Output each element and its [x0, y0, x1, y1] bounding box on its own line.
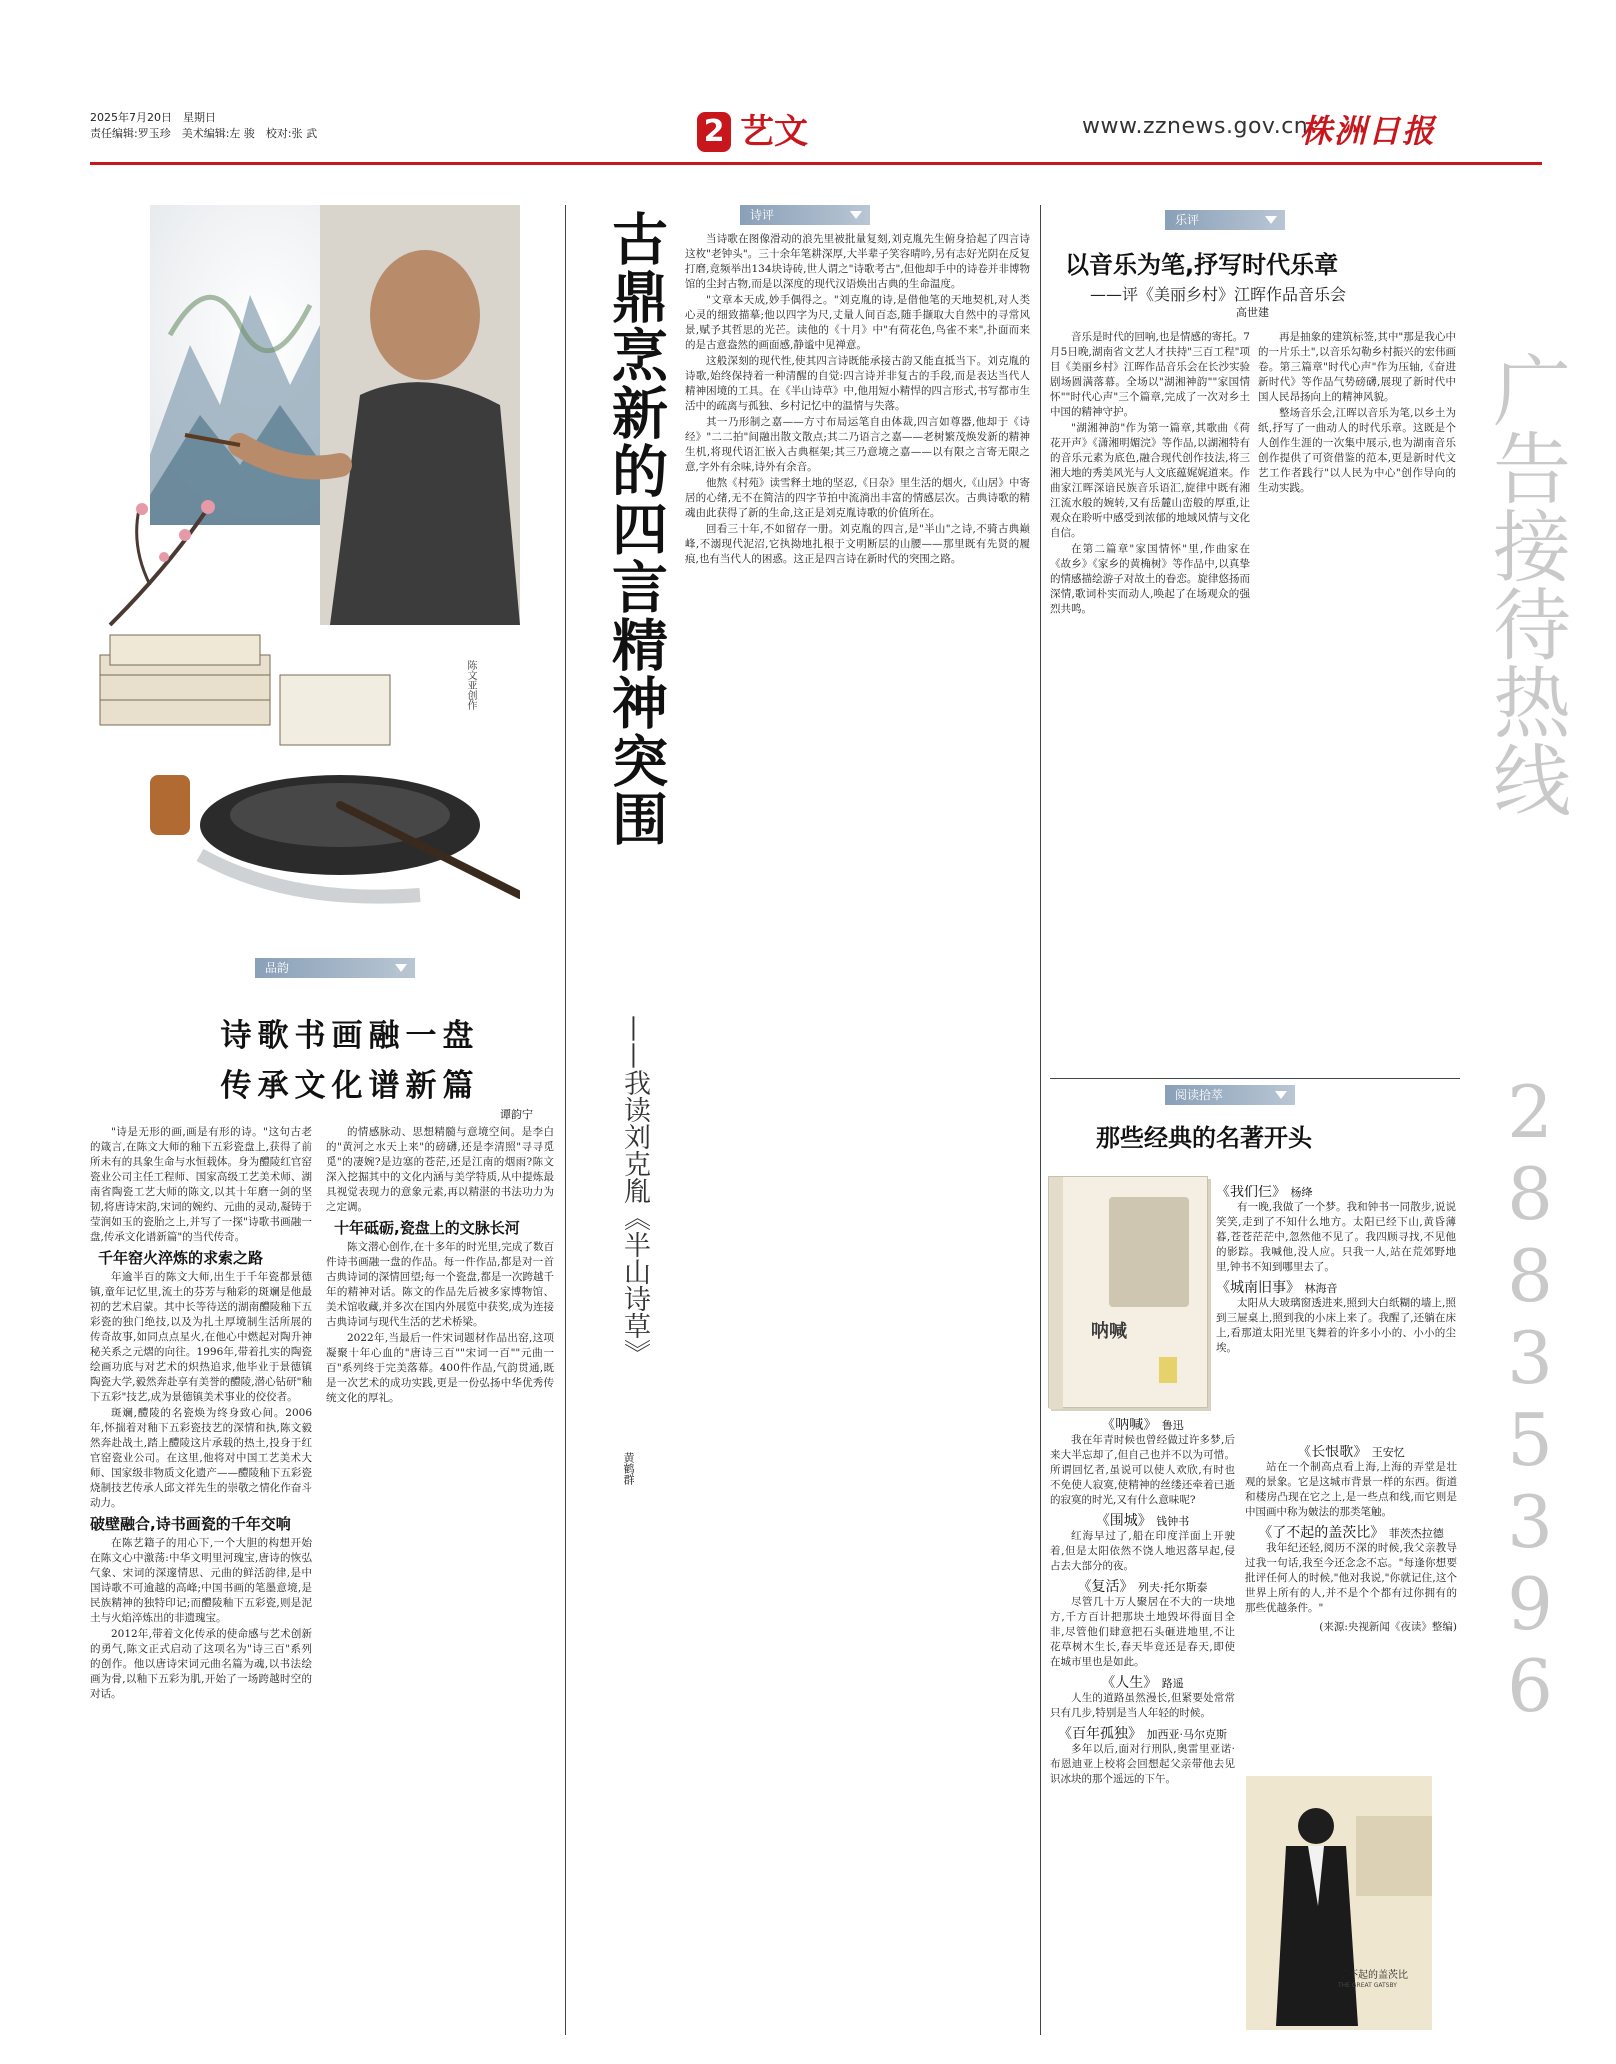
article-paragraph: "文章本天成,妙手偶得之。"刘克胤的诗,是借他笔的天地契机,对人类心灵的细致描摹;他以四字为尺,丈量人间百态,随手撷取大自然中的寻常风景,赋予其哲思的光芒。读他的《十月》中"有荷花色,鸟雀不来",扑面而来的是古意盎然的画面感,静谧中见禅意。	[685, 294, 1030, 351]
painting-illustration	[90, 205, 520, 925]
gatsby-figure-image	[1246, 1776, 1432, 2030]
chevron-down-icon	[1265, 216, 1277, 224]
article-paragraph: 这般深刻的现代性,使其四言诗既能承接古韵又能直抵当下。刘克胤的诗歌,始终保持着一种清醒的自觉:四言诗并非复古的手段,而是表达当代人精神困境的工具。在《半山诗草》中,他用短小精悍的四言形式,书写都市生活中的疏离与孤独、乡村记忆中的温情与失落。	[685, 355, 1030, 412]
tag-label: 诗评	[750, 208, 775, 222]
article-paragraph: 在第二篇章"家国情怀"里,作曲家在《故乡》《家乡的黄桷树》等作品中,以真挚的情感描绘游子对故土的眷恋。旋律悠扬而深情,歌词朴实而动人,唤起了在场观众的强烈共鸣。	[1050, 543, 1250, 615]
book-entry-text: 我年纪还轻,阅历不深的时候,我父亲教导过我一句话,我至今还念念不忘。"每逢你想要批评任何人的时候,"他对我说,"你就记住,这个世界上所有的人,并不是个个都有过你拥有的那些优越条件。"	[1245, 1542, 1457, 1614]
article-author: 黄鹤群	[622, 1452, 635, 1485]
header-info	[90, 110, 317, 142]
chevron-down-icon	[850, 211, 862, 219]
article-paragraph: "诗是无形的画,画是有形的诗。"这句古老的箴言,在陈文大师的釉下五彩瓷盘上,获得了前所未有的具象生命与水恒载体。身为醴陵红官窑瓷业公司主任工程师、国家高级工艺美术师、湖南省陶瓷工艺大师的陈文,以其十年磨一剑的坚韧,将唐诗宋韵,宋词的婉约、元曲的灵动,凝铸于莹润如玉的瓷胎之上,并写了一探"诗歌书画融一盘,传承文化谱新篇"的当代传奇。	[90, 1126, 312, 1243]
article-title-line1: 诗歌书画融一盘	[220, 1018, 480, 1054]
tag-label: 阅读拾萃	[1175, 1088, 1224, 1102]
column-divider	[1040, 205, 1041, 2035]
article-paragraph: "湖湘神韵"作为第一篇章,其歌曲《荷花开声》《潇湘明媚浣》等作品,以湖湘特有的音乐元素为底色,融合现代创作技法,将三湘大地的秀美风光与人文底蕴娓娓道来。作曲家江晖深谙民族音乐语汇,旋律中既有湘江流水般的婉转,又有岳麓山峦般的厚重,让观众在聆听中感受到浓郁的地域风情与文化自信。	[1050, 422, 1250, 539]
tag-yueping	[1165, 210, 1285, 230]
article-paragraph: 年逾半百的陈文大师,出生于千年瓷都景德镇,童年记忆里,流土的芬芳与釉彩的斑斓是他最初的艺术启蒙。其中长等待送的湖南醴陵釉下五彩瓷的独门绝技,以及为扎土厚境制生活所展的传奇故事,如同点点星火,在他心中燃起对陶升神秘关系之元熠的向往。1996年,带着扎实的陶瓷绘画功底与对艺术的炽热追求,他毕业于景德镇陶瓷大学,毅然奔赴享有美誉的醴陵,潜心钻研"釉下五彩"技艺,成为景德镇美术事业的佼佼者。	[90, 1271, 312, 1403]
book-entry-text: 有一晚,我做了一个梦。我和钟书一同散步,说说笑笑,走到了不知什么地方。太阳已经下山,黄昏薄暮,苍苍茫茫中,忽然他不见了。我四顾寻找,不见他的影踪。我喊他,没人应。只我一人,站在荒郊野地里,钟书不知到哪里去了。	[1216, 1201, 1456, 1273]
article-column-mid	[685, 232, 1030, 2032]
book-cover-title: 了不起的盖茨比	[1338, 1970, 1408, 1981]
book-entry-title: 《长恨歌》 王安忆	[1297, 1445, 1405, 1460]
tag-reading	[1165, 1085, 1295, 1105]
section-title: 艺文	[740, 112, 808, 152]
article-subheading: 千年窑火淬炼的求索之路	[98, 1249, 264, 1267]
article-paragraph: 陈文潜心创作,在十多年的时光里,完成了数百件诗书画融一盘的作品。每一件作品,都是对一首古典诗词的深情回望;每一个瓷盘,都是一次跨越千年的精神对话。陈文的作品先后被多家博物馆、美术馆收藏,并多次在国内外展览中获奖,成为连接古典诗词与现代生活的艺术桥梁。	[326, 1241, 554, 1328]
book-entries-right	[1245, 1445, 1457, 1755]
ad-hotline-label: 广告接待热线	[1480, 350, 1570, 818]
book-cover-nahan	[1048, 1176, 1208, 1408]
book-entry-title: 《复活》 列夫·托尔斯泰	[1077, 1579, 1208, 1595]
article-paragraph: 回看三十年,不如留存一册。刘克胤的四言,是"半山"之诗,不骑古典巅峰,不溺现代泥沼,它执拗地扎根于文明断层的山腰——那里既有先贤的履痕,也有当代人的困惑。这正是四言诗在新时代的突围之路。	[685, 523, 1030, 565]
section-divider	[1050, 1078, 1460, 1079]
book-entry-title: 《城南旧事》 林海音	[1216, 1280, 1338, 1296]
book-cover-title: 呐喊	[1091, 1321, 1127, 1342]
book-cover-gatsby	[1246, 1776, 1432, 2030]
book-cover-subtitle: THE GREAT GATSBY	[1338, 1982, 1397, 1989]
source-note: (来源:央视新闻《夜读》整编)	[1319, 1621, 1457, 1633]
book-spine	[1049, 1177, 1063, 1409]
issue-date: 2025年7月20日 星期日	[90, 111, 216, 124]
article-title: 以音乐为笔,抒写时代乐章	[1065, 251, 1339, 279]
chevron-down-icon	[1275, 1091, 1287, 1099]
article-subheading: 破壁融合,诗书画瓷的千年交响	[90, 1515, 291, 1533]
book-entry-title: 《了不起的盖茨比》 菲茨杰拉德	[1258, 1525, 1444, 1541]
article-paragraph: 音乐是时代的回响,也是情感的寄托。7月5日晚,湖南省文艺人才扶持"三百工程"项目《美丽乡村》江晖作品音乐会在长沙实验剧场圆满落幕。全场以"湖湘神韵""家国情怀""时代心声"三个篇章,完成了一次对乡土中国的精神守护。	[1050, 331, 1250, 418]
editor-credits: 责任编辑:罗玉珍 美术编辑:左 骏 校对:张 武	[90, 127, 318, 140]
portrait-image	[1109, 1197, 1189, 1307]
article-paragraph: 再是抽象的建筑标签,其中"那是我心中的一片乐土",以音乐勾勒乡村振兴的宏伟画卷。第三篇章"时代心声"作为压轴,《奋进新时代》等作品气势磅礴,展现了新时代中国人民昂扬向上的精神风貌。	[1258, 331, 1456, 403]
book-entry-text: 我在年青时候也曾经做过许多梦,后来大半忘却了,但自己也并不以为可惜。所谓回忆者,虽说可以使人欢欣,有时也不免使人寂寞,使精神的丝缕还牵着已逝的寂寞的时光,又有什么意味呢?	[1050, 1434, 1235, 1506]
tag-pinyun	[255, 958, 415, 978]
article-paragraph: 他熬《村苑》读雪释土地的坚忍,《日杂》里生活的烟火,《山居》中寄居的心绪,无不在简洁的四字节拍中流淌出丰富的情感层次。古典诗歌的精魂由此获得了新的生命,这正是刘克胤诗歌的价值所在。	[685, 477, 1030, 519]
page-number-badge: 2	[697, 112, 731, 152]
article-subtitle: ——我读刘克胤《半山诗草》	[619, 1015, 650, 1366]
book-entry-text: 太阳从大玻璃窗透进来,照到大白纸糊的墙上,照到三屉桌上,照到我的小床上来了。我醒了,还躺在床上,看那道太阳光里飞舞着的许多小小的、小小的尘埃。	[1216, 1297, 1456, 1354]
article-column-music-1	[1050, 330, 1250, 1060]
article-paragraph: 在陈艺籍子的用心下,一个大胆的构想开始在陈文心中激荡:中华文明里河瑰宝,唐诗的恢弘气象、宋词的深邃情思、元曲的鲜活韵律,是中国诗歌不可逾越的高峰;中国书画的笔墨意境,是民族精神的独特印记;而醴陵釉下五彩瓷,则是泥土与火焰淬炼出的非遗瑰宝。	[90, 1537, 312, 1624]
newspaper-logo: 株洲日报	[1300, 112, 1437, 150]
article-paragraph: 的情感脉动、思想精髓与意境空间。是李白的"黄河之水天上来"的磅礴,还是李清照"寻寻觅觅"的凄婉?是边塞的苍茫,还是江南的烟雨?陈文深入挖掘其中的文化内涵与美学特质,从中提炼最具视觉表现力的意象元素,再以精湛的书法功力为之定调。	[326, 1126, 554, 1213]
article-paragraph: 2022年,当最后一件宋词题材作品出窑,这项凝聚十年心血的"唐诗三百""宋词一百""元曲一百"系列终于完美落幕。400件作品,气韵贯通,既是一次艺术的成功实践,更是一份弘扬中华优秀传统文化的厚礼。	[326, 1332, 554, 1404]
book-badge	[1159, 1357, 1177, 1383]
article-column-music-2	[1258, 330, 1456, 1060]
book-entry-text: 站在一个制高点看上海,上海的弄堂是壮观的景象。它是这城市背景一样的东西。街道和楼房凸现在它之上,是一些点和线,而它则是中国画中称为皴法的那类笔触。	[1245, 1461, 1457, 1518]
book-entry-text: 人生的道路虽然漫长,但紧要处常常只有几步,特别是当人年轻的时候。	[1050, 1692, 1235, 1719]
article-title-line2: 传承文化谱新篇	[220, 1068, 480, 1104]
article-paragraph: 其一乃形制之嘉——方寸布局运笔自由体裁,四言如尊器,他却于《诗经》"二二拍"间融出散文散点;其二乃语言之嘉——老树繁茂焕发新的精神生机,将现代语汇嵌入古典框架;其三乃意境之嘉——以有限之言寄无限之意,字外有余味,诗外有余音。	[685, 416, 1030, 473]
chevron-down-icon	[395, 964, 407, 972]
article-subtitle: ——评《美丽乡村》江晖作品音乐会	[1090, 285, 1347, 304]
article-paragraph: 斑斓,醴陵的名瓷焕为终身致心间。2006年,怀揣着对釉下五彩瓷技艺的深情和执,陈文毅然奔赴战土,踏上醴陵这片承载的热土,投身于红官窑瓷业公司。在这里,他将对中国工艺美术大师、国家级非物质文化遗产——醴陵釉下五彩瓷烧制技艺传承人邱文祥先生的崇敬之情化作奋斗动力。	[90, 1407, 312, 1509]
book-entry-title: 《人生》 路遥	[1101, 1675, 1184, 1691]
article-paragraph: 当诗歌在图像滑动的浪先里被批量复刻,刘克胤先生俯身拾起了四言诗这枚"老钟头"。三十余年笔耕深厚,大半辈子笑容晴吟,另有志好光阴在反复打磨,竟频举出134块诗砖,世人谓之"诗歌考古",但他却手中的诗卷并非博物馆的尘封古物,而是以深度的现代汉语焕出古典的生命温度。	[685, 233, 1030, 290]
site-url[interactable]: www.zznews.gov.cn	[1082, 114, 1309, 139]
book-entry-text: 红海早过了,船在印度洋面上开驶着,但是太阳依然不饶人地迟落早起,侵占去大部分的夜。	[1050, 1530, 1235, 1572]
tag-shiping	[740, 205, 870, 225]
book-entry-text: 多年以后,面对行刑队,奥雷里亚诺·布恩迪亚上校将会回想起父亲带他去见识冰块的那个遥远的下午。	[1050, 1743, 1235, 1785]
article-author: 高世建	[1236, 306, 1269, 319]
book-entry-title: 《呐喊》 鲁迅	[1101, 1418, 1184, 1433]
article-title: 古鼎烹新的四言精神突围	[603, 210, 669, 848]
book-entries-top	[1216, 1185, 1456, 1395]
article-author: 谭韵宁	[500, 1108, 533, 1121]
book-entry-title: 《围城》 钱钟书	[1095, 1513, 1190, 1529]
article-paragraph: 2012年,带着文化传承的使命感与艺术创新的勇气,陈文正式启动了这项名为"诗三百"系列的创作。他以唐诗宋词元曲名篇为魂,以书法绘画为骨,以釉下五彩为肌,开始了一场跨越时空的对话。	[90, 1628, 312, 1700]
article-paragraph: 整场音乐会,江晖以音乐为笔,以乡土为纸,抒写了一曲动人的时代乐章。这既是个人创作生涯的一次集中展示,也为湖南音乐创作提供了可资借鉴的范本,更是新时代文艺工作者践行"以人民为中心"创作导向的生动实践。	[1258, 407, 1456, 494]
header-divider	[90, 162, 1542, 165]
tag-label: 乐评	[1175, 213, 1200, 227]
article-column-2	[326, 1125, 554, 2035]
article-column-1	[90, 1125, 312, 2035]
article-title: 那些经典的名著开头	[1096, 1124, 1312, 1152]
ad-hotline-number[interactable]: 28835396	[1488, 1070, 1572, 1726]
book-entries-left	[1050, 1418, 1235, 2033]
book-entry-text: 尽管几十万人聚居在不大的一块地方,千方百计把那块土地毁坏得面目全非,尽管他们肆意把石头砸进地里,不让花草树木生长,春天毕竟还是春天,即使在城市里也是如此。	[1050, 1596, 1235, 1668]
book-entry-title: 《百年孤独》 加西亚·马尔克斯	[1058, 1726, 1227, 1742]
tag-label: 品韵	[265, 961, 290, 975]
article-subheading: 十年砥砺,瓷盘上的文脉长河	[334, 1219, 520, 1237]
painting-caption: 陈文亚创作	[465, 660, 476, 710]
column-divider	[565, 205, 566, 2035]
book-entry-title: 《我们仨》 杨绛	[1216, 1185, 1313, 1200]
